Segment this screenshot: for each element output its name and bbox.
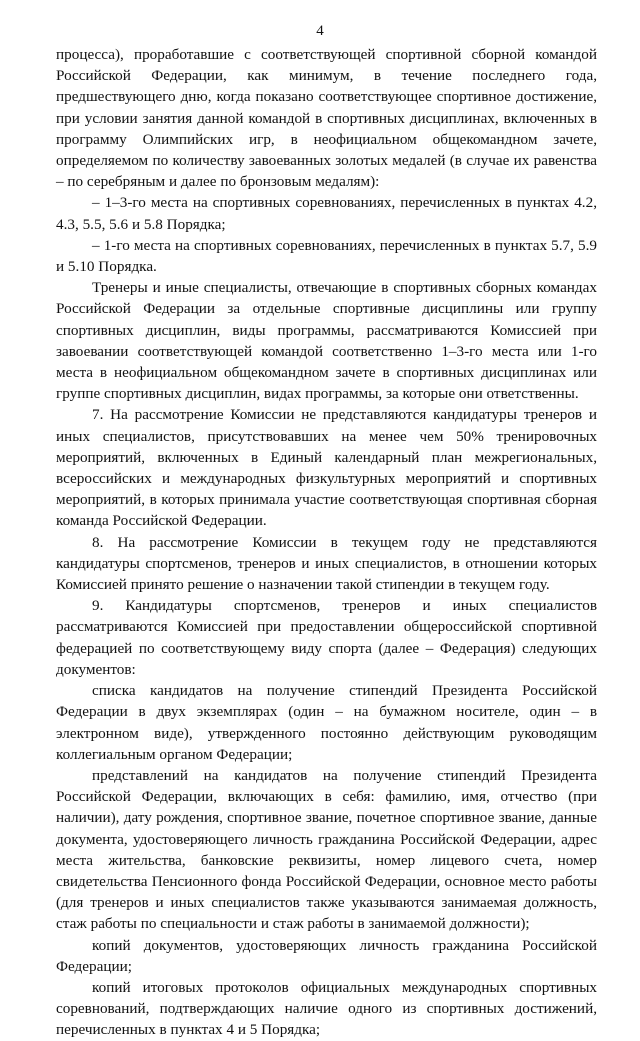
document-item-list: списка кандидатов на получение стипендий Президента Российской Федерации в двух экземплярах (один – на бумажном носителе, один – в электронном виде), утвержденного постоянно действующим руководящим коллегиальным органом Федерации; bbox=[56, 682, 597, 763]
paragraph-coaches: Тренеры и иные специалисты, отвечающие в спортивных сборных командах Российской Федерации за отдельные спортивные дисциплины или группу спортивных дисциплин, виды программы, рассматриваются Комиссией при завоевании соответствующей командой соответственно 1–3-го места или 1-го места в неофициальном общекомандном зачете в спортивных дисциплинах или группе спортивных дисциплин, видах программы, за которые они ответственны. bbox=[56, 279, 597, 403]
clause-8: 8. На рассмотрение Комиссии в текущем году не представляются кандидатуры спортсменов, тренеров и иных специалистов, в отношении которых Комиссией принято решение о назначении такой стипендии в текущем году. bbox=[56, 533, 597, 594]
document-item-protocol-copies: копий итоговых протоколов официальных международных спортивных соревнований, подтверждающих наличие одного из спортивных достижений, перечисленных в пунктах 4 и 5 Порядка; bbox=[56, 978, 597, 1039]
document-body bbox=[56, 44, 597, 1041]
clause-7: 7. На рассмотрение Комиссии не представляются кандидатуры тренеров и иных специалистов, присутствовавших на менее чем 50% тренировочных мероприятий, включенных в Единый календарный план межрегиональных, всероссийских и международных физкультурных мероприятий и спортивных мероприятий, в которых принимала участие соответствующая спортивная сборная команда Российской Федерации. bbox=[56, 406, 597, 530]
list-item-places-1-3: – 1–3-го места на спортивных соревнованиях, перечисленных в пунктах 4.2, 4.3, 5.5, 5.6 и 5.8 Порядка; bbox=[56, 194, 597, 233]
list-item-place-1: – 1-го места на спортивных соревнованиях, перечисленных в пунктах 5.7, 5.9 и 5.10 Порядка. bbox=[56, 236, 597, 276]
clause-9: 9. Кандидатуры спортсменов, тренеров и иных специалистов рассматриваются Комиссией при предоставлении общероссийской спортивной федерацией по соответствующему виду спорта (далее – Федерация) следующих документов: bbox=[56, 597, 597, 678]
paragraph-continuation: процесса), проработавшие с соответствующей спортивной сборной командой Российской Федерации, как минимум, в течение последнего года, предшествующего дню, когда показано соответствующее спортивное достижение, при условии занятия данной командой в спортивных дисциплинах, включенных в программу Олимпийских игр, в неофициальном общекомандном зачете, определяемом по количеству завоеванных золотых медалей (в случае их равенства – по серебряным и далее по бронзовым медалям): bbox=[56, 46, 597, 191]
page-number: 4 bbox=[316, 23, 324, 39]
document-item-representations: представлений на кандидатов на получение стипендий Президента Российской Федерации, включающих в себя: фамилию, имя, отчество (при наличии), дату рождения, спортивное звание, почетное спортивное звание, данные документа, удостоверяющего личность гражданина Российской Федерации, адрес места жительства, банковские реквизиты, номер лицевого счета, номер свидетельства Пенсионного фонда Российской Федерации, основное место работы (для тренеров и иных специалистов также указываются занимаемая должность, стаж работы по специальности и стаж работы в занимаемой должности); bbox=[56, 766, 597, 933]
document-item-identity-copies: копий документов, удостоверяющих личность гражданина Российской Федерации; bbox=[56, 936, 597, 975]
